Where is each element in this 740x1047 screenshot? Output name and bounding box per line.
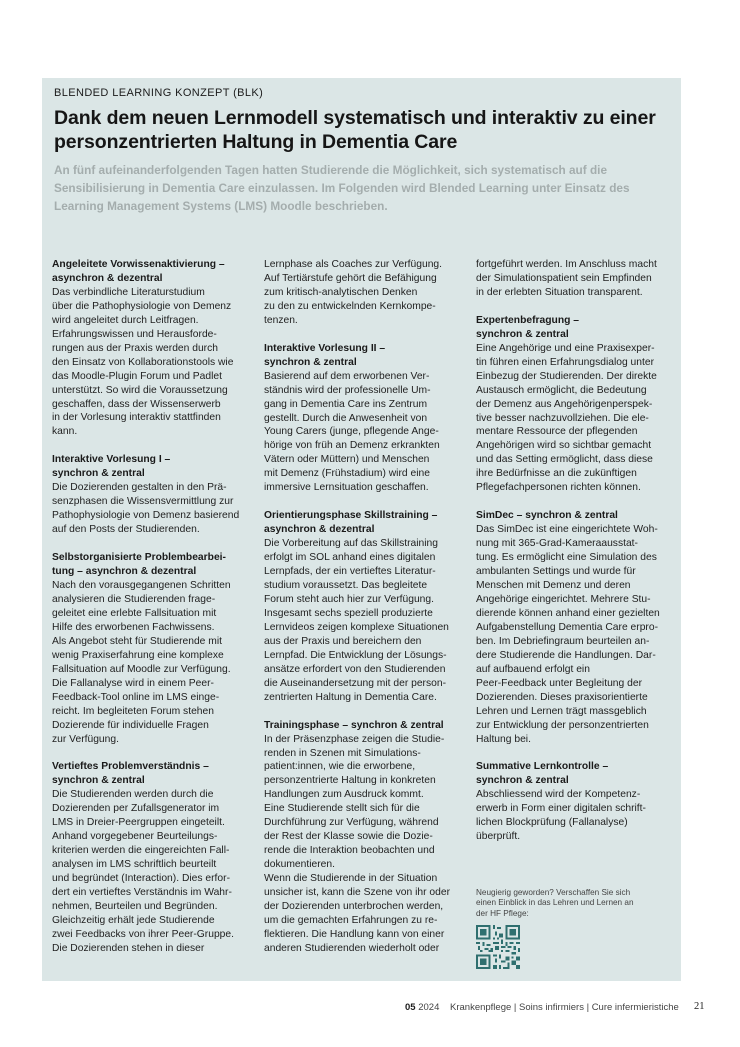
- section-heading: Angeleitete Vorwissenaktivierung – asynchron & dezentral: [52, 259, 225, 284]
- article-panel: [42, 78, 681, 981]
- section-heading: Selbstorganisierte Problembearbei- tung – asynchron & dezentral: [52, 552, 226, 578]
- section-lernkontrolle: [476, 760, 672, 844]
- section-heading: Summative Lernkontrolle – synchron & zentral: [476, 761, 609, 787]
- page-footer: [0, 1002, 740, 1018]
- section-body: In der Präsenzphase zeigen die Studie- renden in Szenen mit Simulations- patient:innen, wie die erworbene, personzentrierte Haltung in konkreten Handlungen zum Ausdruck kommt. Eine Studierende stellt sich für die Durchführung zur Verfügung, während der Rest der Klasse sowie die Dozie- rende die Interaktion beobachten und dokumentieren. Wenn die Studierende in der Situation unsicher ist, kann die Szene von ihr oder der Dozierenden unterbrochen werden, um die gemachten Erfahrungen zu re- flektieren. Die Handlung kann von einer anderen Studierenden wiederholt oder: [264, 733, 451, 954]
- section-body: Eine Angehörige und eine Praxisexper- tin führen einen Erfahrungsdialog unter Einbezug der Studierenden. Der direkte Austausch ermöglicht, die Bedeutung der Demenz aus Angehörigenperspek- tive besser nachzuvollziehen. Die ele- mentare Ressource der pflegenden Angehörigen wird so sichtbar gemacht und das Setting ermöglicht, dass diese ihre Bedürfnisse an die zukünftigen Pflegefachpersonen richten können.: [476, 342, 657, 494]
- issue-info: [405, 1002, 439, 1013]
- column-1: [52, 258, 248, 970]
- section-problemverstaendnis: [52, 760, 248, 955]
- section-body: Das verbindliche Literaturstudium über die Pathophysiologie von Demenz wird angeleitet durch Leitfragen. Erfahrungswissen und Herausforde- rungen aus der Praxis werden durch den Einsatz von Kollaborationstools wie das Moodle-Plugin Forum und Padlet unterstützt. So wird die Voraussetzung geschaffen, dass der Wissenserwerb in der Vorlesung interaktiv stattfinden kann.: [52, 286, 234, 438]
- article-lead: An fünf aufeinanderfolgenden Tagen hatten Studierende die Möglichkeit, sich systematisch auf die Sensibilisierung in Dementia Care einzulassen. Im Folgenden wird Blended Learning unter Einsatz des Learning Management Systems (LMS) Moodle beschrieben.: [54, 163, 630, 213]
- column-3: [476, 258, 672, 858]
- section-body: Die Vorbereitung auf das Skillstraining erfolgt im SOL anhand eines digitalen Lernpfads, der ein vertieftes Literatur- studium voraussetzt. Das begleitete Forum steht auch hier zur Verfügung. Insgesamt sechs speziell produzierte Lernvideos zeigen komplexe Situationen aus der Praxis und bereichern den Lernpfad. Die Entwicklung der Lösungs- ansätze erfordert von den Studierenden die Auseinandersetzung mit der person- zentrierten Haltung in Dementia Care.: [264, 538, 449, 703]
- section-vorlesung-2: [264, 342, 460, 495]
- section-heading: Trainingsphase – synchron & zentral: [264, 719, 444, 731]
- section-heading: Interaktive Vorlesung I – synchron & zentral: [52, 454, 171, 480]
- qr-caption: Neugierig geworden? Verschaffen Sie sich einen Einblick in das Lehren und Lernen an der HF Pflege:: [476, 888, 634, 918]
- section-expertenbefragung: [476, 314, 672, 495]
- section-heading: Expertenbefragung – synchron & zentral: [476, 314, 579, 340]
- section-vorlesung-1: [52, 453, 248, 537]
- qr-code-icon[interactable]: [476, 925, 520, 969]
- section-heading: Vertieftes Problemverständnis – synchron & zentral: [52, 761, 209, 787]
- section-trainingsphase-cont: [476, 258, 672, 300]
- section-body: Die Studierenden werden durch die Dozierenden per Zufallsgenerator im LMS in Dreier-Peergruppen eingeteilt. Anhand vorgegebener Beurteilungs- kriterien werden die eingereichten Fall- analysen im LMS schriftlich beurteilt und begründet (Interaction). Dies erfor- dert ein vertieftes Verständnis im Wahr- nehmen, Beurteilen und Begründen. Gleichzeitig erhält jede Studierende zwei Feedbacks von ihrer Peer-Gruppe. Die Dozierenden stehen in dieser: [52, 789, 234, 954]
- section-simdec: [476, 509, 672, 746]
- section-skillstraining: [264, 509, 460, 704]
- section-body: Die Dozierenden gestalten in den Prä- senzphasen die Wissensvermittlung zur Pathophysiologie von Demenz basierend auf den Posts der Studierenden.: [52, 482, 240, 536]
- section-heading: Interaktive Vorlesung II – synchron & zentral: [264, 342, 386, 368]
- section-heading: Orientierungsphase Skillstraining – asynchron & dezentral: [264, 510, 438, 536]
- qr-callout: [476, 888, 681, 969]
- article-body: [52, 258, 679, 978]
- section-problembearbeitung: [52, 551, 248, 746]
- section-body: Nach den vorausgegangenen Schritten analysieren die Studierenden frage- geleitet eine erlebte Fallsituation mit Hilfe des erworbenen Fachwissens. Als Angebot steht für Studierende mit wenig Praxiserfahrung eine komplexe Fallsituation auf Moodle zur Verfügung. Die Fallanalyse wird in einem Peer- Feedback-Tool online im LMS einge- reicht. Im begleiteten Forum stehen Dozierende für individuelle Fragen zur Verfügung.: [52, 580, 231, 745]
- issue-year: 2024: [418, 1002, 440, 1013]
- section-heading: SimDec – synchron & zentral: [476, 510, 618, 522]
- article-title: Dank dem neuen Lernmodell systematisch und interaktiv zu einer personzentrierten Haltung in Dementia Care: [54, 107, 656, 153]
- issue-number: 05: [405, 1002, 416, 1013]
- article-kicker: BLENDED LEARNING KONZEPT (BLK): [54, 87, 264, 99]
- column-2: [264, 258, 460, 970]
- section-vorwissenaktivierung: [52, 258, 248, 439]
- publication-name: Krankenpflege | Soins infirmiers | Cure infermieristiche: [450, 1002, 679, 1013]
- section-trainingsphase: [264, 719, 460, 956]
- section-body: fortgeführt werden. Im Anschluss macht der Simulationspatient sein Empfinden in der erlebten Situation transparent.: [476, 259, 657, 298]
- section-body: Basierend auf dem erworbenen Ver- ständnis wird der professionelle Um- gang in Dementia Care ins Zentrum gestellt. Durch die Anwesenheit von Young Carers (junge, pflegende Ange- hörige von früh an Demenz erkrankten Vätern oder Müttern) und Menschen mit Demenz (Frühstadium) wird eine immersive Lernsituation geschaffen.: [264, 370, 440, 494]
- section-problemverstaendnis-cont: [264, 258, 460, 328]
- section-body: Das SimDec ist eine eingerichtete Woh- nung mit 365-Grad-Kameraausstat- tung. Es ermöglicht eine Simulation des ambulanten Settings und wurde für Menschen mit Demenz und deren Angehörige eingerichtet. Mehrere Stu- dierende können anhand einer gezielten Aufgabenstellung Dementia Care erpro- ben. Im Debriefingraum beurteilen an- dere Studierende die Handlungen. Dar- auf aufbauend erfolgt ein Peer-Feedback unter Begleitung der Dozierenden. Dieses praxisorientierte Lehren und Lernen trägt massgeblich zur Entwicklung der personzentrierten Haltung bei.: [476, 524, 660, 745]
- page-number: 21: [694, 1001, 705, 1012]
- section-body: Abschliessend wird der Kompetenz- erwerb in Form einer digitalen schrift- lichen Blockprüfung (Fallanalyse) überprüft.: [476, 789, 646, 843]
- section-body: Lernphase als Coaches zur Verfügung. Auf Tertiärstufe gehört die Befähigung zum kritisch-analytischen Denken zu den zu entwickelnden Kernkompe- tenzen.: [264, 259, 443, 326]
